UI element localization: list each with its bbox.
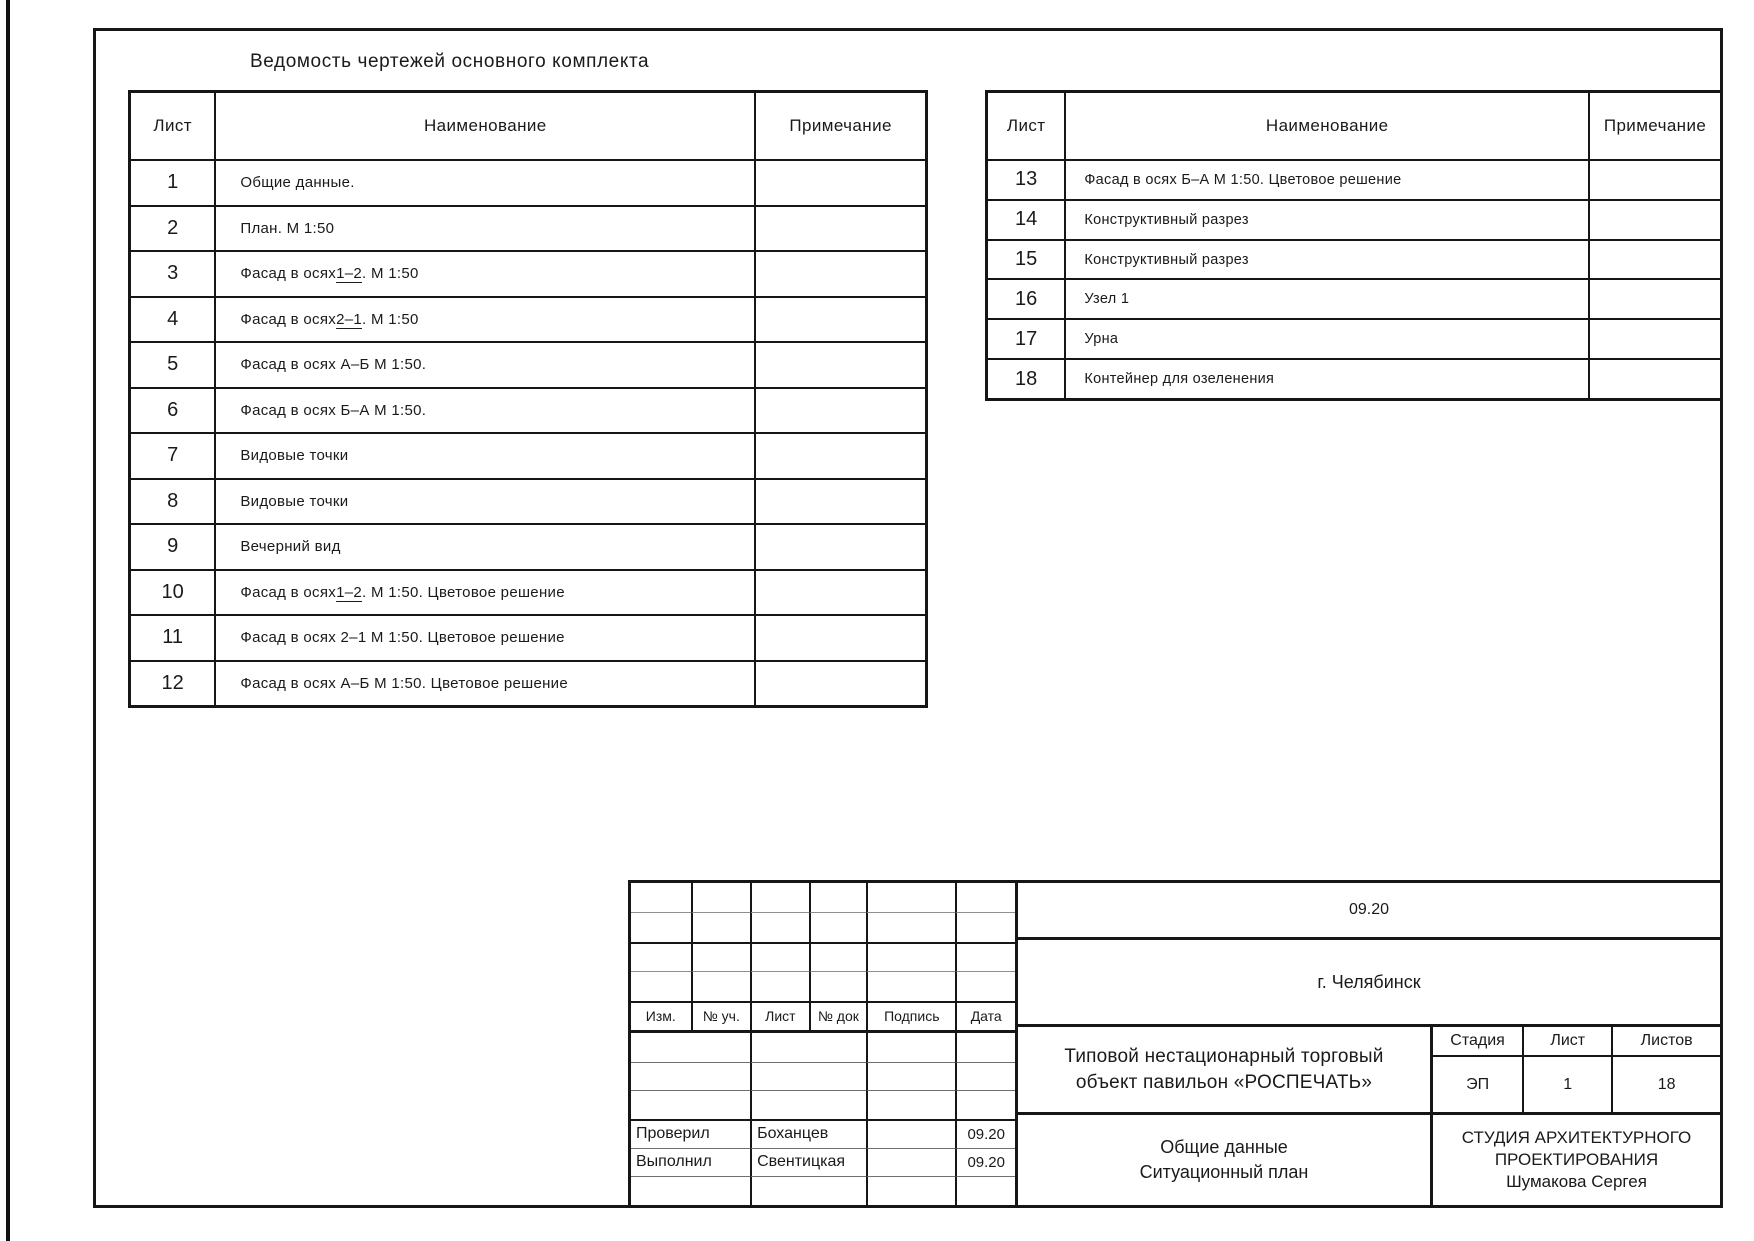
sheet-note xyxy=(1588,239,1720,279)
sheet-number: 7 xyxy=(131,432,214,478)
empty-cell xyxy=(955,1062,1015,1091)
sheet-note xyxy=(754,205,925,251)
sheet-name xyxy=(214,205,754,251)
document-name xyxy=(1018,1115,1433,1205)
made-date: 09.20 xyxy=(955,1148,1015,1177)
sheet-number: 11 xyxy=(131,614,214,660)
empty-cell xyxy=(631,1090,750,1119)
column-header-sheet: Лист xyxy=(1006,116,1046,135)
column-header-sheet: Лист xyxy=(153,116,192,135)
sheet-number: 9 xyxy=(131,523,214,569)
empty-cell xyxy=(866,1090,955,1119)
sheet-note xyxy=(754,478,925,524)
sheet-note xyxy=(754,569,925,615)
sheet-label: Лист xyxy=(1522,1027,1611,1057)
empty-cell xyxy=(866,1176,955,1205)
sheet-note xyxy=(1588,278,1720,318)
sheet-value: 1 xyxy=(1522,1057,1611,1112)
sheet-number: 6 xyxy=(131,387,214,433)
sheet-name xyxy=(1064,159,1588,199)
sheet-note xyxy=(754,523,925,569)
sheet-name-axes: 1–2 xyxy=(336,265,363,283)
made-role: Выполнил xyxy=(631,1148,750,1177)
sheet-note xyxy=(754,159,925,205)
sheet-name xyxy=(1064,239,1588,279)
organization-line3: Шумакова Сергея xyxy=(1506,1172,1647,1192)
stage-value: ЭП xyxy=(1466,1075,1490,1093)
made-signature xyxy=(866,1148,955,1177)
sheet-name-text: Фасад в осях Б–А М 1:50. Цветовое решение xyxy=(1084,171,1402,188)
sheets-value: 18 xyxy=(1611,1057,1720,1112)
empty-cell xyxy=(750,883,809,912)
sheet-number: 16 xyxy=(988,278,1064,318)
empty-cell xyxy=(955,883,1015,912)
empty-cell xyxy=(955,1176,1015,1205)
sheet-name-text: Урна xyxy=(1084,331,1119,348)
sheet-name-suffix: . М 1:50 xyxy=(362,310,419,328)
empty-cell xyxy=(866,942,955,971)
project-name-line1: Типовой нестационарный торговый xyxy=(1064,1045,1384,1067)
sheet-name xyxy=(214,523,754,569)
empty-cell xyxy=(955,912,1015,941)
empty-cell xyxy=(955,942,1015,971)
sheet-number: 2 xyxy=(131,205,214,251)
checked-signature xyxy=(866,1119,955,1148)
empty-cell xyxy=(691,942,751,971)
sheet-name-axes: 2–1 xyxy=(336,310,363,328)
document-name-line1: Общие данные xyxy=(1160,1136,1288,1157)
sheet-number: 17 xyxy=(988,318,1064,358)
checked-date: 09.20 xyxy=(955,1119,1015,1148)
column-header-note: Примечание xyxy=(1588,93,1720,159)
empty-cell xyxy=(631,883,691,912)
sheet-name xyxy=(214,660,754,706)
sheet-name-text: План. М 1:50 xyxy=(240,219,335,237)
sheet-name xyxy=(214,341,754,387)
empty-cell xyxy=(809,912,867,941)
checked-name: Боханцев xyxy=(750,1119,866,1148)
document-name-row xyxy=(1018,1115,1720,1205)
column-header-name: Наименование xyxy=(214,93,754,159)
stage-label: Стадия xyxy=(1433,1027,1522,1057)
sheet-name xyxy=(214,614,754,660)
column-header-name: Наименование xyxy=(1064,93,1588,159)
organization-line1: СТУДИЯ АРХИТЕКТУРНОГО xyxy=(1461,1127,1692,1147)
empty-cell xyxy=(750,912,809,941)
organization-name xyxy=(1433,1115,1720,1205)
label-date: Дата xyxy=(955,1001,1015,1030)
project-row xyxy=(1018,1027,1720,1115)
sheet-note xyxy=(754,341,925,387)
sheet-name xyxy=(214,569,754,615)
project-name-line2: объект павильон «РОСПЕЧАТЬ» xyxy=(1075,1071,1373,1093)
sheet-name-text: Контейнер для озеленения xyxy=(1084,371,1275,388)
sheet-note xyxy=(754,660,925,706)
empty-cell xyxy=(866,1062,955,1091)
sheet-number: 14 xyxy=(988,199,1064,239)
empty-cell xyxy=(750,1090,866,1119)
document-code: 09.20 xyxy=(1018,883,1720,940)
sheet-name xyxy=(1064,199,1588,239)
label-uch: № уч. xyxy=(691,1001,751,1030)
sheet-note xyxy=(1588,318,1720,358)
sheet-name xyxy=(214,432,754,478)
sheet-name-text: Видовые точки xyxy=(240,447,349,465)
organization-line2: ПРОЕКТИРОВАНИЯ xyxy=(1494,1149,1659,1169)
empty-cell xyxy=(750,942,809,971)
empty-cell xyxy=(750,971,809,1000)
sheet-name-text: Фасад в осях А–Б М 1:50. xyxy=(240,356,427,374)
checked-role: Проверил xyxy=(631,1119,750,1148)
title-block xyxy=(628,880,1723,1208)
sheet-name xyxy=(214,250,754,296)
document-name-line2: Ситуационный план xyxy=(1139,1162,1309,1182)
empty-cell xyxy=(631,1062,750,1091)
drawing-register-right-table xyxy=(985,90,1723,401)
sheet-name-suffix: . М 1:50 xyxy=(362,265,419,283)
sheet-name-text: Конструктивный разрез xyxy=(1084,211,1249,228)
sheet-name-text: Фасад в осях 2–1 М 1:50. Цветовое решение xyxy=(240,629,565,647)
sheet-name-text: Фасад в осях xyxy=(240,310,337,328)
scan-edge-line xyxy=(6,0,10,1241)
signature-grid xyxy=(631,1033,1015,1205)
sheet-name-axes: 1–2 xyxy=(336,583,363,601)
sheet-name-text: Видовые точки xyxy=(240,492,349,510)
sheet-name-text: Фасад в осях Б–А М 1:50. xyxy=(240,401,427,419)
empty-cell xyxy=(866,883,955,912)
sheet-name xyxy=(214,387,754,433)
empty-cell xyxy=(691,912,751,941)
empty-cell xyxy=(955,971,1015,1000)
empty-cell xyxy=(866,971,955,1000)
sheet-name xyxy=(214,478,754,524)
drawing-register-left-table xyxy=(128,90,928,708)
empty-cell xyxy=(631,1176,750,1205)
column-header-note: Примечание xyxy=(754,93,925,159)
sheet-note xyxy=(1588,199,1720,239)
empty-cell xyxy=(809,883,867,912)
sheet-name xyxy=(1064,278,1588,318)
title-block-revision-table xyxy=(631,883,1018,1205)
empty-cell xyxy=(809,942,867,971)
sheet-name-text: Вечерний вид xyxy=(240,538,341,556)
sheet-name-text: Конструктивный разрез xyxy=(1084,251,1249,268)
sheet-number: 3 xyxy=(131,250,214,296)
sheet-name-text: Фасад в осях xyxy=(240,583,337,601)
sheet-number: 4 xyxy=(131,296,214,342)
sheet-number: 8 xyxy=(131,478,214,524)
sheet-number: 12 xyxy=(131,660,214,706)
sheet-number: 5 xyxy=(131,341,214,387)
empty-cell xyxy=(750,1176,866,1205)
sheet-name xyxy=(1064,358,1588,398)
label-sign: Подпись xyxy=(866,1001,955,1030)
sheet-number: 18 xyxy=(988,358,1064,398)
sheet-name-text: Фасад в осях xyxy=(240,265,337,283)
made-name: Свентицкая xyxy=(750,1148,866,1177)
sheet-name-text: Фасад в осях А–Б М 1:50. Цветовое решение xyxy=(240,674,568,692)
sheet-note xyxy=(754,250,925,296)
sheets-label: Листов xyxy=(1611,1027,1720,1057)
revision-grid xyxy=(631,883,1015,1033)
sheet-note xyxy=(754,296,925,342)
sheet-name-text: Общие данные. xyxy=(240,174,355,192)
sheet-note xyxy=(754,387,925,433)
empty-cell xyxy=(866,912,955,941)
empty-cell xyxy=(691,971,751,1000)
sheet-name xyxy=(1064,318,1588,358)
sheet-number: 15 xyxy=(988,239,1064,279)
empty-cell xyxy=(631,1033,750,1062)
title-block-main xyxy=(1018,883,1720,1205)
sheet-note xyxy=(754,614,925,660)
label-list: Лист xyxy=(750,1001,809,1030)
empty-cell xyxy=(955,1033,1015,1062)
sheet-name xyxy=(214,296,754,342)
empty-cell xyxy=(631,971,691,1000)
empty-cell xyxy=(955,1090,1015,1119)
empty-cell xyxy=(866,1033,955,1062)
sheet-name xyxy=(214,159,754,205)
empty-cell xyxy=(750,1062,866,1091)
empty-cell xyxy=(631,912,691,941)
sheet-number: 13 xyxy=(988,159,1064,199)
empty-cell xyxy=(809,971,867,1000)
stage-sheet-table xyxy=(1433,1027,1720,1112)
label-doc: № док xyxy=(809,1001,867,1030)
sheet-name-text: Узел 1 xyxy=(1084,291,1130,308)
empty-cell xyxy=(631,942,691,971)
sheet-note xyxy=(1588,159,1720,199)
empty-cell xyxy=(691,883,751,912)
sheet-note xyxy=(754,432,925,478)
sheet-number: 10 xyxy=(131,569,214,615)
page-title: Ведомость чертежей основного комплекта xyxy=(250,51,650,72)
empty-cell xyxy=(750,1033,866,1062)
project-name xyxy=(1018,1027,1433,1112)
sheet-note xyxy=(1588,358,1720,398)
city: г. Челябинск xyxy=(1018,940,1720,1027)
label-izm: Изм. xyxy=(631,1001,691,1030)
sheet-name-suffix: . М 1:50. Цветовое решение xyxy=(362,583,565,601)
sheet-number: 1 xyxy=(131,159,214,205)
